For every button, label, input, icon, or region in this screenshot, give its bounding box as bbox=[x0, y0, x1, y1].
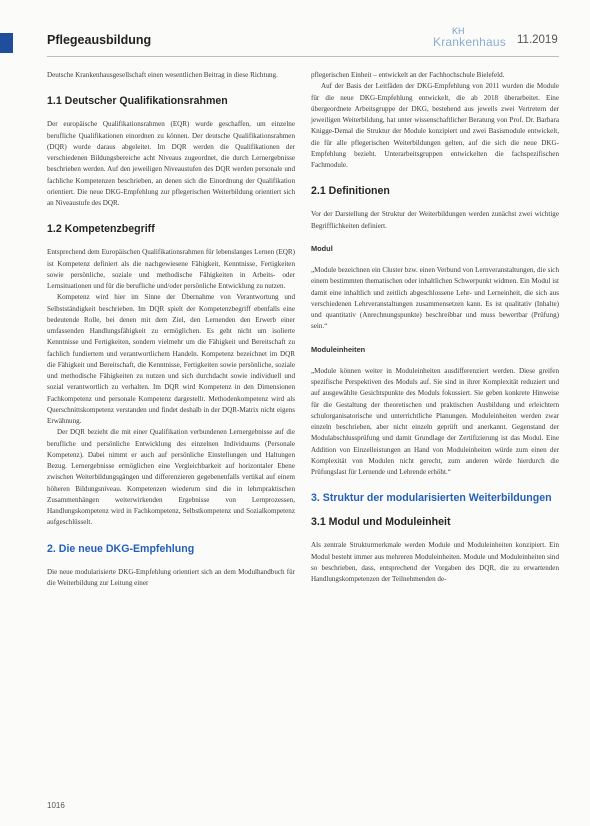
magazine-logo bbox=[433, 26, 513, 52]
issue-date: 11.2019 bbox=[517, 34, 558, 46]
paragraph: Die neue modularisierte DKG-Empfehlung orientiert sich an dem Modulhandbuch für die Weiterbildung zur Leitung einer bbox=[47, 567, 295, 587]
section-heading-2: 2. Die neue DKG-Empfehlung bbox=[47, 542, 195, 555]
running-header-title: Pflegeausbildung bbox=[47, 33, 152, 47]
header-divider bbox=[47, 56, 559, 57]
left-column bbox=[47, 70, 295, 589]
paragraph: Entsprechend dem Europäischen Qualifikationsrahmen für lebenslanges Lernen (EQR) ist Kompetenz definiert als die nachgewiesene Fähigkeit, Kenntnisse, Fertigkeiten sowie persönliche, soziale und methodische Fähigkeiten in Arbeits- oder Lernsituationen und für die berufliche und/oder persönliche Entwicklung zu nutzen. bbox=[47, 248, 295, 290]
paragraph: Der DQR bezieht die mit einer Qualifikation verbundenen Lernergebnisse auf die berufliche und persönliche Entwicklung des einzelnen Individuums (Personale Kompetenz). Dabei nimmt er auch auf persönliche Einstellungen und Haltungen Bezug. Lernergebnisse ermöglichen eine Vergleichbarkeit auf horizontaler Ebene zwischen Weiterbildungsgängen und differenzieren gegebenenfalls vertikal auf einem höheren Bildungsniveau. Kompetenzen wiederum sind die in lehrnpraktischen Zusammenhängen weiterwirkenden Ergebnisse von Lernprozessen, Handlungskompetenz wird in Fachkompetenz, Selbstkompetenz und Sozialkompetenz aufgeschlüsselt. bbox=[47, 428, 295, 527]
paragraph: Vor der Darstellung der Struktur der Weiterbildungen werden zunächst zwei wichtige Begrifflichkeiten definiert. bbox=[311, 210, 559, 230]
paragraph: pflegerischen Einheit – entwickelt an der Fachhochschule Bielefeld. bbox=[311, 71, 505, 79]
section-heading-1-2: 1.2 Kompetenzbegriff bbox=[47, 223, 155, 236]
paragraph: Kompetenz wird hier im Sinne der Übernahme von Verantwortung und Selbstständigkeit beschrieben. Im DQR spielt der Kompetenzbegriff ebenfalls eine bedeutende Rolle, bei denen mit dem Ziel, den Lernenden den Erwerb einer umfassenden Handlungsfähigkeit zu ermöglichen. Es geht nicht um isolierte Kenntnisse und Fertigkeiten, sondern vielmehr um die Fähigkeit und Bereitschaft zu fachlich fundiertem und verantwortlichem Handeln. Kompetenz bezeichnet im DQR die Fähigkeit und Bereitschaft, die Kenntnisse, Fertigkeiten sowie persönliche, soziale und methodische Fähigkeiten zu nutzen und sich durchdacht sowie individuell und sozial verantwortlich zu verhalten. Im DQR wird Kompetenz in den Dimensionen Fachkompetenz und personale Kompetenz dargestellt. Methodenkompetenz wird als Querschnittskompetenz verstanden und findet deshalb in der DQR-Matrix nicht eigens Erwähnung. bbox=[47, 293, 295, 425]
definition-quote: „Module bezeichnen ein Cluster bzw. einen Verbund von Lernveranstaltungen, die sich einem bestimmten thematischen oder inhaltlichen Schwerpunkt widmen. Ein Modul ist damit eine inhaltlich und zeitlich abgeschlossene Lehr- und Lerneinheit, die sich aus verschiedenen Lehrveranstaltungen zusammensetzen kann. Es ist qualitativ (Inhalte) und quantitativ (Anrechnungspunkte) beschreibbar und muss bewertbar (Prüfung) sein.“ bbox=[311, 266, 559, 331]
term-label-modul: Modul bbox=[311, 243, 333, 253]
intro-paragraph: Deutsche Krankenhausgesellschaft einen wesentlichen Beitrag in diese Richtung. bbox=[47, 71, 278, 79]
paragraph: Als zentrale Strukturmerkmale werden Module und Moduleinheiten konzipiert. Ein Modul besteht immer aus mehreren Moduleinheiten. Module und Moduleinheiten sind so beschrieben, dass, entsprechend der Vorgaben des DQR, die zu erwartenden Handlungskompetenzen der Teilnehmenden de- bbox=[311, 541, 559, 583]
paragraph: Der europäische Qualifikationsrahmen (EQR) wurde geschaffen, um einzelne berufliche Qualifikationen einordnen zu können. Der deutsche Qualifikationsrahmen (DQR) wurde daraus abgeleitet. Im DQR werden die Qualifikationen der verschiedenen Bildungsbereiche acht Niveaus zugeordnet, die durch Lernergebnisse beschrieben werden. Auf den jeweiligen Niveaustufen des DQR werden personale und fachliche Kompetenzen beschrieben, an denen sich die Einordnung der Qualifikation orientiert. Die neue DKG-Empfehlung zur pflegerischen Weiterbildung orientiert sich an Niveaustufe des DQR. bbox=[47, 120, 295, 207]
paragraph: Auf der Basis der Leitfäden der DKG-Empfehlung von 2011 wurden die Module für die neue DKG-Empfehlung entwickelt, die ab 2018 überarbeitet. Eine übergeordnete Arbeitsgruppe der DKG, bestehend aus jeweils zwei Vertretern der jeweiligen Weiterbildung, hat unter wissenschaftlicher Beratung von Prof. Dr. Barbara Knigge-Demal die Struktur der Module konzipiert und zwei Basismodule entwickelt, die für alle pflegerischen Weiterbildungen gelten, auf die sich die neue DKG-Empfehlung bezieht. Unterarbeitsgruppen entwickelten die fachspezifischen Fachmodule. bbox=[311, 82, 559, 169]
right-column bbox=[311, 70, 559, 585]
section-color-mark bbox=[0, 33, 13, 53]
section-heading-2-1: 2.1 Definitionen bbox=[311, 185, 390, 198]
logo-mark: KH bbox=[452, 26, 465, 36]
logo-wordmark: Krankenhaus bbox=[433, 35, 506, 49]
section-heading-1-1: 1.1 Deutscher Qualifikationsrahmen bbox=[47, 95, 228, 108]
section-heading-3-1: 3.1 Modul und Moduleinheit bbox=[311, 516, 451, 529]
definition-quote: „Module können weiter in Moduleinheiten ausdifferenziert werden. Diese greifen spezifische Perspektiven des Moduls auf. Sie sind in ihrer Komplexität reduziert und auf ausgewählte Gesichtspunkte des Moduls fokussiert. Sie geben konkrete Hinweise für die Gestaltung der theoretischen und praktischen Ausbildung und erleichtern schulorganisatorische und unterrichtliche Planungen. Moduleinheiten werden zwar einzeln beschrieben, aber nicht einzeln geprüft und anerkannt. Gegenstand der Modulabschlussprüfung und damit Grundlage der Zertifizierung ist das Modul. Eine Addition von Einzelleistungen an Hand von Moduleinheiten würde zum einen der Komplexität von Modulen nicht gerecht, zum anderen würde hierdurch die Prüfungslast für Lernende und Lehrende erhöht.“ bbox=[311, 366, 559, 476]
section-heading-3: 3. Struktur der modularisierten Weiterbildungen bbox=[311, 492, 552, 505]
term-label-moduleinheit: Moduleinheiten bbox=[311, 344, 366, 354]
page-number: 1016 bbox=[47, 801, 65, 810]
